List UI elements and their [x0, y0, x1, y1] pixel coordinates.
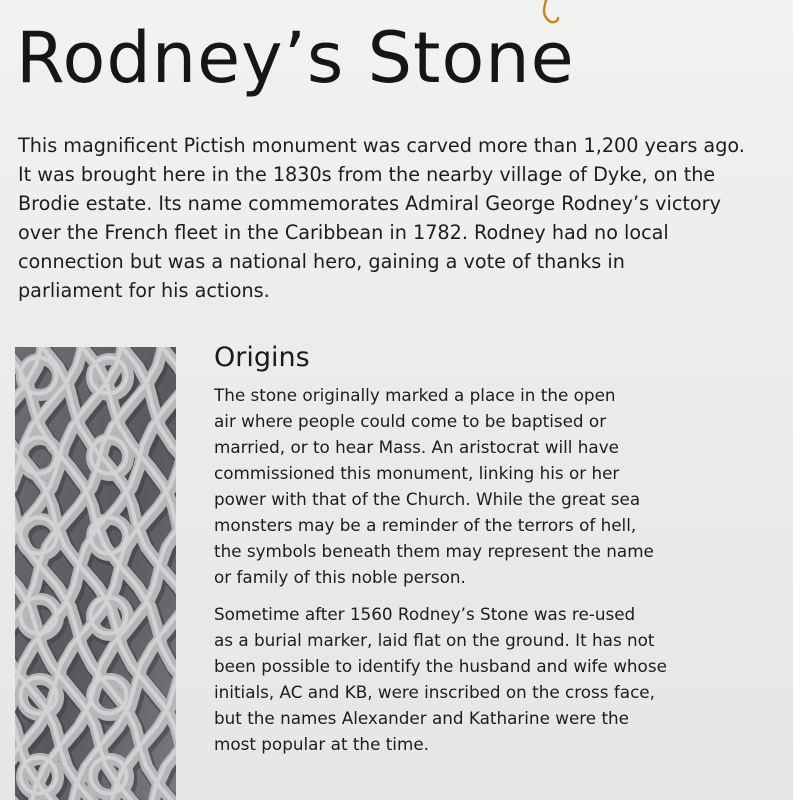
origins-paragraph-1	[214, 382, 779, 590]
paragraph-line: initials, AC and KB, were inscribed on the cross face,	[214, 682, 655, 702]
paragraph-line: Sometime after 1560 Rodney’s Stone was re-used	[214, 604, 636, 624]
paragraph-line: monsters may be a reminder of the terrors of hell,	[214, 515, 637, 535]
paragraph-line: as a burial marker, laid flat on the ground. It has not	[214, 630, 655, 650]
paragraph-line: commissioned this monument, linking his or her	[214, 463, 620, 483]
paragraph-line: or family of this noble person.	[214, 567, 466, 587]
intro-line: over the French fleet in the Caribbean in 1782. Rodney had no local	[18, 221, 669, 244]
paragraph-line: power with that of the Church. While the great sea	[214, 489, 641, 509]
paragraph-line: the symbols beneath them may represent the name	[214, 541, 654, 561]
knotwork-pattern	[15, 347, 176, 800]
paragraph-line: but the names Alexander and Katharine were the	[214, 708, 630, 728]
intro-line: It was brought here in the 1830s from the nearby village of Dyke, on the	[18, 163, 716, 186]
paragraph-line: been possible to identify the husband and wife whose	[214, 656, 667, 676]
intro-line: connection but was a national hero, gaining a vote of thanks in	[18, 250, 625, 273]
intro-line: parliament for his actions.	[18, 279, 270, 302]
intro-line: Brodie estate. Its name commemorates Admiral George Rodney’s victory	[18, 192, 721, 215]
intro-paragraph	[18, 131, 788, 305]
origins-heading: Origins	[214, 342, 310, 373]
sign-title: Rodney’s Stone	[16, 17, 575, 99]
origins-paragraph-2	[214, 601, 779, 757]
brass-hook-icon	[538, 0, 562, 26]
paragraph-line: married, or to hear Mass. An aristocrat will have	[214, 437, 619, 457]
intro-line: This magnificent Pictish monument was carved more than 1,200 years ago.	[18, 134, 745, 157]
carved-stone-photo	[15, 347, 176, 800]
paragraph-line: The stone originally marked a place in the open	[214, 385, 616, 405]
paragraph-line: most popular at the time.	[214, 734, 429, 754]
paragraph-line: air where people could come to be baptised or	[214, 411, 607, 431]
